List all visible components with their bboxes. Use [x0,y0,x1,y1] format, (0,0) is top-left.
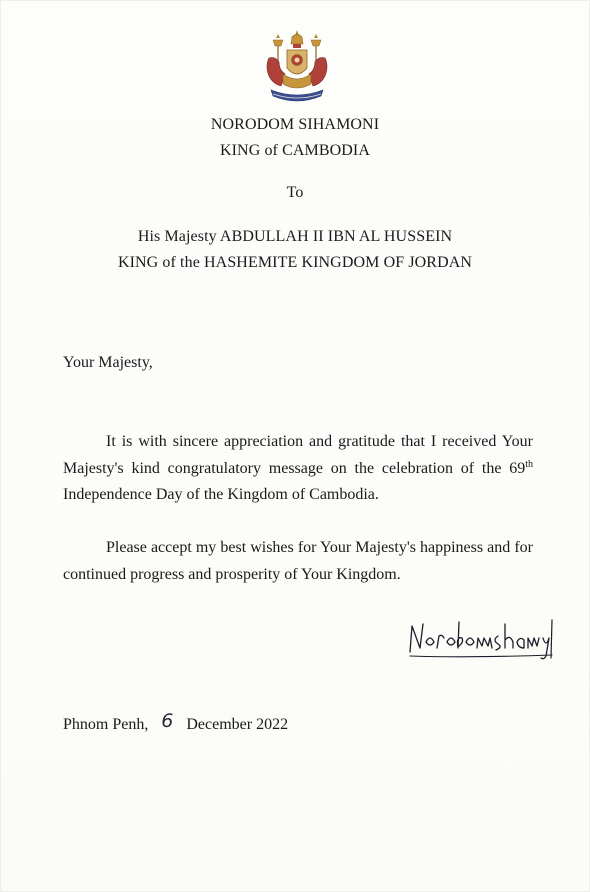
place: Phnom Penh, [63,716,149,733]
sender-name: NORODOM SIHAMONI [210,116,380,133]
month-year: December 2022 [186,716,289,733]
recipient-name: His Majesty ABDULLAH II IBN AL HUSSEIN [137,228,453,245]
handwritten-day: 6 [161,710,174,732]
to-label: To [286,184,304,201]
handwritten-signature-icon [406,612,556,664]
ordinal-suffix: th [525,458,533,470]
body-paragraph-2 [63,535,533,588]
body-paragraph-1-tail: Independence Day of the Kingdom of Cambodia. [63,486,379,503]
body-paragraph-2-text: Please accept my best wishes for Your Majesty's happiness and for continued progress and prosperity of Your Kingdom. [63,539,533,583]
salutation: Your Majesty, [63,354,153,371]
body-paragraph-1 [63,429,533,509]
place-and-date [63,712,288,734]
body-paragraph-1-text: It is with sincere appreciation and gratitude that I received Your Majesty's kind congratulatory message on the celebration of the 69 [63,433,533,477]
sender-title: KING of CAMBODIA [219,142,371,159]
royal-coat-of-arms-icon [259,28,335,108]
recipient-title: KING of the HASHEMITE KINGDOM OF JORDAN [117,254,473,271]
